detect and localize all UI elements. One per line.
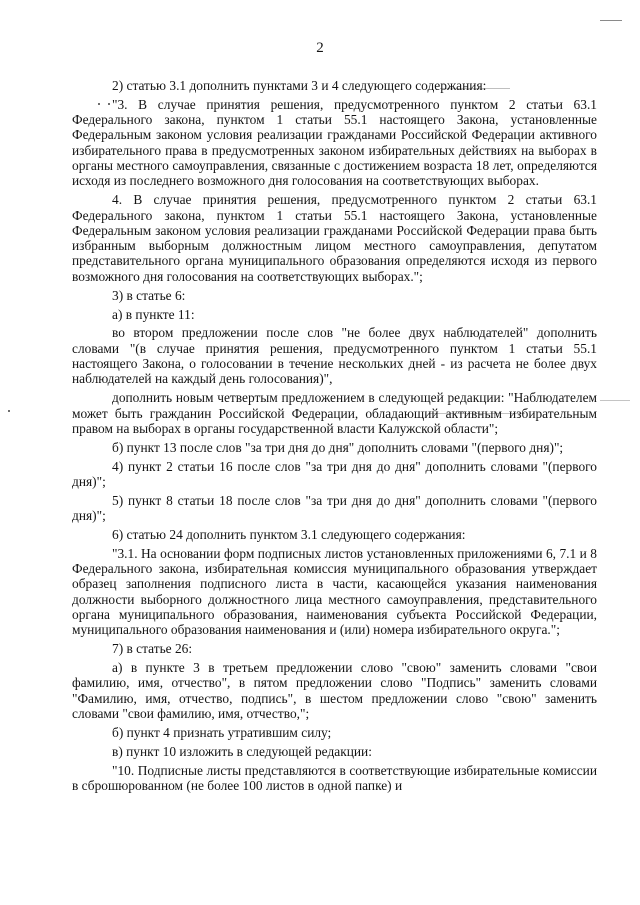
scan-artifact-line (600, 20, 622, 21)
paragraph: б) пункт 13 после слов "за три дня до дня" дополнить словами "(первого дня)"; (112, 439, 564, 455)
paragraph: 3) в статье 6: (112, 287, 186, 303)
paragraph: 7) в статье 26: (112, 641, 193, 657)
paragraph: 5) пункт 8 статьи 18 после слов "за три дня до дня" дополнить словами "(первого дня)"; (72, 492, 597, 524)
paragraph: 6) статью 24 дополнить пунктом 3.1 следующего содержания: (112, 526, 466, 542)
paragraph: 4) пункт 2 статьи 16 после слов "за три дня до дня" дополнить словами "(первого дня)"; (72, 458, 597, 489)
page-number: 2 (316, 40, 324, 56)
paragraph: 4. В случае принятия решения, предусмотренного пунктом 2 статьи 63.1 Федерального закона, пунктом 1 статьи 55.1 настоящего Закона, установленные Федеральным законом условия реализации гражданами Российской Федерации права быть избранным выборным должностным лицом местного самоуправления, депутатом представительного органа муниципального образования определяются исходя из первого возможного дня голосования на соответствующих выборах."; (72, 192, 597, 284)
paragraph: во втором предложении после слов "не более двух наблюдателей" дополнить словами "(в случае принятия решения, предусмотренного пунктом 1 статьи 55.1 настоящего Закона, о голосовании в течение нескольких дней - из расчета не более двух наблюдателей на каждый день голосования)", (72, 325, 597, 387)
scan-artifact-line (600, 400, 630, 401)
paragraph: а) в пункте 3 в третьем предложении слово "свою" заменить словами "свои фамилию, имя, отчество", в пятом предложении слово "Подпись" заменить словами "Фамилию, имя, отчество, подпись", в шестом предложении слово "свою" заменить словами "свои фамилию, имя, отчество,"; (72, 660, 597, 721)
paragraph: "3.1. На основании форм подписных листов установленных приложениями 6, 7.1 и 8 Федерального закона, избирательная комиссия муниципального образования утверждает образец заполнения подписного листа в части, касающейся указания наименования должности выборного должностного лица местного самоуправления, представительного органа муниципального образования, наименования субъекта Российской Федерации, муниципального образования наименования и (или) номера избирательного округа."; (72, 545, 597, 638)
paragraph: а) в пункте 11: (112, 306, 195, 322)
paragraph: "10. Подписные листы представляются в соответствующие избирательные комиссии в сброшюрованном (не более 100 листов в одной папке) и (72, 762, 597, 793)
paragraph: 2) статью 3.1 дополнить пунктами 3 и 4 следующего содержания: (112, 78, 487, 93)
document-body (72, 78, 597, 797)
paragraph: дополнить новым четвертым предложением в следующей редакции: "Наблюдателем может быть гражданин Российской Федерации, обладающий активным избирательным правом на выборах в органы государственной власти Калужской области"; (72, 390, 597, 436)
paragraph: "3. В случае принятия решения, предусмотренного пунктом 2 статьи 63.1 Федерального закона, пунктом 1 статьи 55.1 настоящего Закона, установленные Федеральным законом условия реализации гражданами Российской Федерации активного избирательного права в предусмотренных законом избирательных действиях на выборах в органы местного самоуправления, связанные с достижением возраста 18 лет, определяются исходя из последнего возможного дня голосования на соответствующих выборах. (72, 96, 597, 189)
scan-artifact-dot (8, 410, 10, 412)
paragraph: б) пункт 4 признать утратившим силу; (112, 724, 332, 740)
paragraph: в) пункт 10 изложить в следующей редакции: (112, 743, 372, 759)
